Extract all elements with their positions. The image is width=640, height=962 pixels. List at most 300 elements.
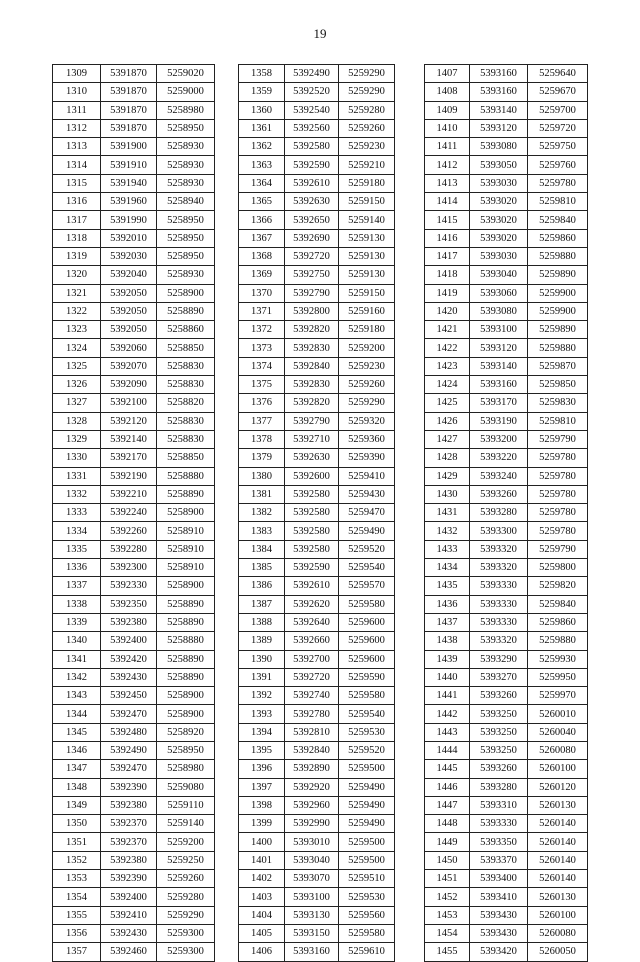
- x-coordinate-cell: 5393270: [470, 668, 528, 686]
- point-number-cell: 1406: [239, 943, 285, 961]
- table-row: [425, 577, 588, 595]
- y-coordinate-cell: 5259570: [339, 577, 395, 595]
- table-row: [53, 668, 215, 686]
- table-row: [425, 394, 588, 412]
- x-coordinate-cell: 5392720: [285, 668, 339, 686]
- point-number-cell: 1404: [239, 906, 285, 924]
- table-row: [425, 485, 588, 503]
- table-row: [239, 705, 395, 723]
- x-coordinate-cell: 5392460: [101, 943, 157, 961]
- y-coordinate-cell: 5259830: [528, 394, 588, 412]
- y-coordinate-cell: 5258820: [157, 394, 215, 412]
- x-coordinate-cell: 5393260: [470, 760, 528, 778]
- x-coordinate-cell: 5392120: [101, 412, 157, 430]
- table-row: [53, 156, 215, 174]
- y-coordinate-cell: 5259540: [339, 705, 395, 723]
- y-coordinate-cell: 5260140: [528, 833, 588, 851]
- point-number-cell: 1356: [53, 924, 101, 942]
- table-row: [425, 906, 588, 924]
- y-coordinate-cell: 5258950: [157, 741, 215, 759]
- table-row: [425, 174, 588, 192]
- table-row: [239, 559, 395, 577]
- x-coordinate-cell: 5392590: [285, 559, 339, 577]
- y-coordinate-cell: 5259150: [339, 193, 395, 211]
- point-number-cell: 1391: [239, 668, 285, 686]
- x-coordinate-cell: 5393030: [470, 247, 528, 265]
- x-coordinate-cell: 5392040: [101, 266, 157, 284]
- y-coordinate-cell: 5259840: [528, 595, 588, 613]
- point-number-cell: 1447: [425, 796, 470, 814]
- point-number-cell: 1455: [425, 943, 470, 961]
- point-number-cell: 1315: [53, 174, 101, 192]
- x-coordinate-cell: 5392580: [285, 522, 339, 540]
- y-coordinate-cell: 5258900: [157, 577, 215, 595]
- point-number-cell: 1325: [53, 357, 101, 375]
- table-row: [239, 888, 395, 906]
- x-coordinate-cell: 5393400: [470, 870, 528, 888]
- table-row: [239, 65, 395, 83]
- point-number-cell: 1403: [239, 888, 285, 906]
- point-number-cell: 1439: [425, 650, 470, 668]
- point-number-cell: 1449: [425, 833, 470, 851]
- y-coordinate-cell: 5259250: [157, 851, 215, 869]
- point-number-cell: 1310: [53, 83, 101, 101]
- x-coordinate-cell: 5392300: [101, 559, 157, 577]
- y-coordinate-cell: 5258900: [157, 284, 215, 302]
- table-row: [53, 467, 215, 485]
- table-row: [425, 595, 588, 613]
- y-coordinate-cell: 5259530: [339, 723, 395, 741]
- y-coordinate-cell: 5259530: [339, 888, 395, 906]
- point-number-cell: 1384: [239, 540, 285, 558]
- y-coordinate-cell: 5259780: [528, 485, 588, 503]
- point-number-cell: 1335: [53, 540, 101, 558]
- table-row: [53, 796, 215, 814]
- table-row: [239, 741, 395, 759]
- y-coordinate-cell: 5259130: [339, 229, 395, 247]
- x-coordinate-cell: 5393320: [470, 632, 528, 650]
- x-coordinate-cell: 5392580: [285, 138, 339, 156]
- x-coordinate-cell: 5392560: [285, 119, 339, 137]
- table-row: [425, 138, 588, 156]
- point-number-cell: 1387: [239, 595, 285, 613]
- table-row: [53, 357, 215, 375]
- point-number-cell: 1421: [425, 321, 470, 339]
- y-coordinate-cell: 5259810: [528, 412, 588, 430]
- table-row: [239, 778, 395, 796]
- x-coordinate-cell: 5392780: [285, 705, 339, 723]
- point-number-cell: 1417: [425, 247, 470, 265]
- table-row: [239, 485, 395, 503]
- point-number-cell: 1380: [239, 467, 285, 485]
- x-coordinate-cell: 5392810: [285, 723, 339, 741]
- y-coordinate-cell: 5258850: [157, 339, 215, 357]
- point-number-cell: 1390: [239, 650, 285, 668]
- x-coordinate-cell: 5392840: [285, 357, 339, 375]
- y-coordinate-cell: 5259880: [528, 247, 588, 265]
- point-number-cell: 1316: [53, 193, 101, 211]
- y-coordinate-cell: 5259280: [339, 101, 395, 119]
- x-coordinate-cell: 5393240: [470, 467, 528, 485]
- x-coordinate-cell: 5392480: [101, 723, 157, 741]
- x-coordinate-cell: 5393250: [470, 723, 528, 741]
- point-number-cell: 1392: [239, 687, 285, 705]
- y-coordinate-cell: 5259130: [339, 266, 395, 284]
- point-number-cell: 1448: [425, 815, 470, 833]
- x-coordinate-cell: 5393120: [470, 119, 528, 137]
- table-row: [425, 449, 588, 467]
- y-coordinate-cell: 5259260: [339, 376, 395, 394]
- point-number-cell: 1368: [239, 247, 285, 265]
- y-coordinate-cell: 5259880: [528, 632, 588, 650]
- x-coordinate-cell: 5392610: [285, 174, 339, 192]
- x-coordinate-cell: 5393330: [470, 577, 528, 595]
- table-row: [425, 193, 588, 211]
- y-coordinate-cell: 5259290: [339, 83, 395, 101]
- table-row: [53, 778, 215, 796]
- point-number-cell: 1319: [53, 247, 101, 265]
- x-coordinate-cell: 5392010: [101, 229, 157, 247]
- y-coordinate-cell: 5259300: [157, 924, 215, 942]
- y-coordinate-cell: 5259810: [528, 193, 588, 211]
- x-coordinate-cell: 5391870: [101, 65, 157, 83]
- y-coordinate-cell: 5259790: [528, 540, 588, 558]
- point-number-cell: 1321: [53, 284, 101, 302]
- x-coordinate-cell: 5393300: [470, 522, 528, 540]
- x-coordinate-cell: 5393080: [470, 138, 528, 156]
- point-number-cell: 1431: [425, 504, 470, 522]
- point-number-cell: 1415: [425, 211, 470, 229]
- table-row: [53, 613, 215, 631]
- table-row: [239, 815, 395, 833]
- table-row: [425, 778, 588, 796]
- y-coordinate-cell: 5259490: [339, 778, 395, 796]
- point-number-cell: 1370: [239, 284, 285, 302]
- table-row: [239, 174, 395, 192]
- point-number-cell: 1440: [425, 668, 470, 686]
- table-row: [425, 156, 588, 174]
- x-coordinate-cell: 5392210: [101, 485, 157, 503]
- x-coordinate-cell: 5392370: [101, 815, 157, 833]
- table-row: [425, 412, 588, 430]
- x-coordinate-cell: 5392720: [285, 247, 339, 265]
- table-row: [239, 595, 395, 613]
- table-row: [425, 559, 588, 577]
- table-row: [239, 229, 395, 247]
- point-number-cell: 1454: [425, 924, 470, 942]
- x-coordinate-cell: 5392380: [101, 613, 157, 631]
- point-number-cell: 1352: [53, 851, 101, 869]
- x-coordinate-cell: 5393150: [285, 924, 339, 942]
- x-coordinate-cell: 5393370: [470, 851, 528, 869]
- y-coordinate-cell: 5259140: [339, 211, 395, 229]
- table-row: [53, 266, 215, 284]
- y-coordinate-cell: 5258950: [157, 247, 215, 265]
- table-row: [425, 357, 588, 375]
- y-coordinate-cell: 5259780: [528, 504, 588, 522]
- table-row: [425, 339, 588, 357]
- y-coordinate-cell: 5259880: [528, 339, 588, 357]
- y-coordinate-cell: 5259560: [339, 906, 395, 924]
- point-number-cell: 1317: [53, 211, 101, 229]
- x-coordinate-cell: 5393020: [470, 193, 528, 211]
- point-number-cell: 1429: [425, 467, 470, 485]
- table-row: [53, 943, 215, 961]
- y-coordinate-cell: 5259860: [528, 229, 588, 247]
- x-coordinate-cell: 5391870: [101, 83, 157, 101]
- table-row: [53, 723, 215, 741]
- point-number-cell: 1330: [53, 449, 101, 467]
- x-coordinate-cell: 5392420: [101, 650, 157, 668]
- point-number-cell: 1327: [53, 394, 101, 412]
- x-coordinate-cell: 5392350: [101, 595, 157, 613]
- x-coordinate-cell: 5392470: [101, 705, 157, 723]
- y-coordinate-cell: 5259780: [528, 467, 588, 485]
- point-number-cell: 1314: [53, 156, 101, 174]
- x-coordinate-cell: 5392380: [101, 796, 157, 814]
- x-coordinate-cell: 5392650: [285, 211, 339, 229]
- coordinates-table-3: [424, 64, 588, 962]
- x-coordinate-cell: 5392330: [101, 577, 157, 595]
- y-coordinate-cell: 5259540: [339, 559, 395, 577]
- x-coordinate-cell: 5391870: [101, 101, 157, 119]
- table-row: [239, 339, 395, 357]
- point-number-cell: 1433: [425, 540, 470, 558]
- point-number-cell: 1382: [239, 504, 285, 522]
- table-row: [425, 760, 588, 778]
- x-coordinate-cell: 5393320: [470, 559, 528, 577]
- point-number-cell: 1401: [239, 851, 285, 869]
- point-number-cell: 1348: [53, 778, 101, 796]
- x-coordinate-cell: 5393190: [470, 412, 528, 430]
- table-row: [425, 851, 588, 869]
- x-coordinate-cell: 5393050: [470, 156, 528, 174]
- point-number-cell: 1366: [239, 211, 285, 229]
- y-coordinate-cell: 5259970: [528, 687, 588, 705]
- table-row: [425, 376, 588, 394]
- x-coordinate-cell: 5393290: [470, 650, 528, 668]
- table-row: [53, 540, 215, 558]
- x-coordinate-cell: 5393430: [470, 924, 528, 942]
- point-number-cell: 1436: [425, 595, 470, 613]
- table-row: [239, 632, 395, 650]
- y-coordinate-cell: 5259500: [339, 760, 395, 778]
- x-coordinate-cell: 5392920: [285, 778, 339, 796]
- x-coordinate-cell: 5393160: [285, 943, 339, 961]
- point-number-cell: 1397: [239, 778, 285, 796]
- point-number-cell: 1360: [239, 101, 285, 119]
- table-row: [425, 321, 588, 339]
- table-row: [239, 394, 395, 412]
- point-number-cell: 1411: [425, 138, 470, 156]
- y-coordinate-cell: 5259900: [528, 284, 588, 302]
- point-number-cell: 1375: [239, 376, 285, 394]
- x-coordinate-cell: 5392990: [285, 815, 339, 833]
- table-row: [239, 156, 395, 174]
- point-number-cell: 1336: [53, 559, 101, 577]
- x-coordinate-cell: 5392640: [285, 613, 339, 631]
- x-coordinate-cell: 5392590: [285, 156, 339, 174]
- table-row: [239, 870, 395, 888]
- x-coordinate-cell: 5393140: [470, 101, 528, 119]
- table-row: [425, 229, 588, 247]
- point-number-cell: 1408: [425, 83, 470, 101]
- x-coordinate-cell: 5393350: [470, 833, 528, 851]
- x-coordinate-cell: 5392580: [285, 540, 339, 558]
- table-row: [425, 266, 588, 284]
- point-number-cell: 1367: [239, 229, 285, 247]
- point-number-cell: 1410: [425, 119, 470, 137]
- x-coordinate-cell: 5392820: [285, 321, 339, 339]
- x-coordinate-cell: 5392050: [101, 284, 157, 302]
- y-coordinate-cell: 5259600: [339, 613, 395, 631]
- y-coordinate-cell: 5260040: [528, 723, 588, 741]
- table-row: [239, 833, 395, 851]
- point-number-cell: 1446: [425, 778, 470, 796]
- y-coordinate-cell: 5259210: [339, 156, 395, 174]
- x-coordinate-cell: 5393020: [470, 211, 528, 229]
- point-number-cell: 1398: [239, 796, 285, 814]
- y-coordinate-cell: 5258950: [157, 229, 215, 247]
- x-coordinate-cell: 5392400: [101, 888, 157, 906]
- y-coordinate-cell: 5259490: [339, 796, 395, 814]
- y-coordinate-cell: 5259840: [528, 211, 588, 229]
- y-coordinate-cell: 5259610: [339, 943, 395, 961]
- x-coordinate-cell: 5392690: [285, 229, 339, 247]
- y-coordinate-cell: 5259890: [528, 266, 588, 284]
- table-row: [425, 723, 588, 741]
- point-number-cell: 1347: [53, 760, 101, 778]
- y-coordinate-cell: 5258930: [157, 174, 215, 192]
- y-coordinate-cell: 5258950: [157, 119, 215, 137]
- point-number-cell: 1355: [53, 906, 101, 924]
- point-number-cell: 1426: [425, 412, 470, 430]
- table-row: [53, 449, 215, 467]
- x-coordinate-cell: 5393010: [285, 833, 339, 851]
- table-row: [425, 540, 588, 558]
- point-number-cell: 1422: [425, 339, 470, 357]
- x-coordinate-cell: 5392030: [101, 247, 157, 265]
- y-coordinate-cell: 5259300: [157, 943, 215, 961]
- y-coordinate-cell: 5259820: [528, 577, 588, 595]
- y-coordinate-cell: 5258980: [157, 760, 215, 778]
- x-coordinate-cell: 5393100: [285, 888, 339, 906]
- x-coordinate-cell: 5391870: [101, 119, 157, 137]
- point-number-cell: 1358: [239, 65, 285, 83]
- y-coordinate-cell: 5259290: [157, 906, 215, 924]
- point-number-cell: 1383: [239, 522, 285, 540]
- y-coordinate-cell: 5258900: [157, 504, 215, 522]
- point-number-cell: 1354: [53, 888, 101, 906]
- table-row: [239, 687, 395, 705]
- table-row: [239, 101, 395, 119]
- point-number-cell: 1320: [53, 266, 101, 284]
- point-number-cell: 1385: [239, 559, 285, 577]
- y-coordinate-cell: 5259360: [339, 430, 395, 448]
- y-coordinate-cell: 5258880: [157, 632, 215, 650]
- point-number-cell: 1311: [53, 101, 101, 119]
- y-coordinate-cell: 5259110: [157, 796, 215, 814]
- point-number-cell: 1425: [425, 394, 470, 412]
- table-row: [425, 522, 588, 540]
- table-row: [239, 376, 395, 394]
- point-number-cell: 1453: [425, 906, 470, 924]
- y-coordinate-cell: 5260140: [528, 815, 588, 833]
- point-number-cell: 1428: [425, 449, 470, 467]
- point-number-cell: 1427: [425, 430, 470, 448]
- point-number-cell: 1342: [53, 668, 101, 686]
- point-number-cell: 1402: [239, 870, 285, 888]
- y-coordinate-cell: 5259720: [528, 119, 588, 137]
- point-number-cell: 1344: [53, 705, 101, 723]
- y-coordinate-cell: 5259290: [339, 394, 395, 412]
- point-number-cell: 1337: [53, 577, 101, 595]
- x-coordinate-cell: 5392280: [101, 540, 157, 558]
- x-coordinate-cell: 5392410: [101, 906, 157, 924]
- y-coordinate-cell: 5259580: [339, 924, 395, 942]
- y-coordinate-cell: 5259520: [339, 741, 395, 759]
- y-coordinate-cell: 5259500: [339, 833, 395, 851]
- y-coordinate-cell: 5259260: [157, 870, 215, 888]
- table-row: [239, 302, 395, 320]
- table-row: [425, 705, 588, 723]
- coordinates-table-1: [52, 64, 215, 962]
- point-number-cell: 1388: [239, 613, 285, 631]
- table-row: [53, 522, 215, 540]
- point-number-cell: 1409: [425, 101, 470, 119]
- y-coordinate-cell: 5259780: [528, 174, 588, 192]
- x-coordinate-cell: 5392840: [285, 741, 339, 759]
- point-number-cell: 1423: [425, 357, 470, 375]
- x-coordinate-cell: 5391910: [101, 156, 157, 174]
- table-row: [239, 668, 395, 686]
- table-row: [425, 247, 588, 265]
- point-number-cell: 1445: [425, 760, 470, 778]
- y-coordinate-cell: 5258910: [157, 559, 215, 577]
- y-coordinate-cell: 5258910: [157, 540, 215, 558]
- table-row: [53, 559, 215, 577]
- table-row: [239, 924, 395, 942]
- y-coordinate-cell: 5259320: [339, 412, 395, 430]
- point-number-cell: 1373: [239, 339, 285, 357]
- x-coordinate-cell: 5393260: [470, 687, 528, 705]
- table-row: [53, 412, 215, 430]
- table-row: [53, 870, 215, 888]
- x-coordinate-cell: 5393160: [470, 65, 528, 83]
- table-row: [239, 83, 395, 101]
- point-number-cell: 1343: [53, 687, 101, 705]
- table-row: [239, 357, 395, 375]
- x-coordinate-cell: 5392580: [285, 485, 339, 503]
- x-coordinate-cell: 5392740: [285, 687, 339, 705]
- y-coordinate-cell: 5258830: [157, 430, 215, 448]
- x-coordinate-cell: 5392620: [285, 595, 339, 613]
- table-row: [53, 339, 215, 357]
- y-coordinate-cell: 5259000: [157, 83, 215, 101]
- point-number-cell: 1361: [239, 119, 285, 137]
- table-row: [239, 138, 395, 156]
- x-coordinate-cell: 5392790: [285, 284, 339, 302]
- point-number-cell: 1434: [425, 559, 470, 577]
- y-coordinate-cell: 5258900: [157, 705, 215, 723]
- y-coordinate-cell: 5259180: [339, 174, 395, 192]
- table-row: [239, 723, 395, 741]
- point-number-cell: 1371: [239, 302, 285, 320]
- y-coordinate-cell: 5260140: [528, 851, 588, 869]
- table-row: [239, 449, 395, 467]
- y-coordinate-cell: 5260130: [528, 888, 588, 906]
- table-row: [53, 119, 215, 137]
